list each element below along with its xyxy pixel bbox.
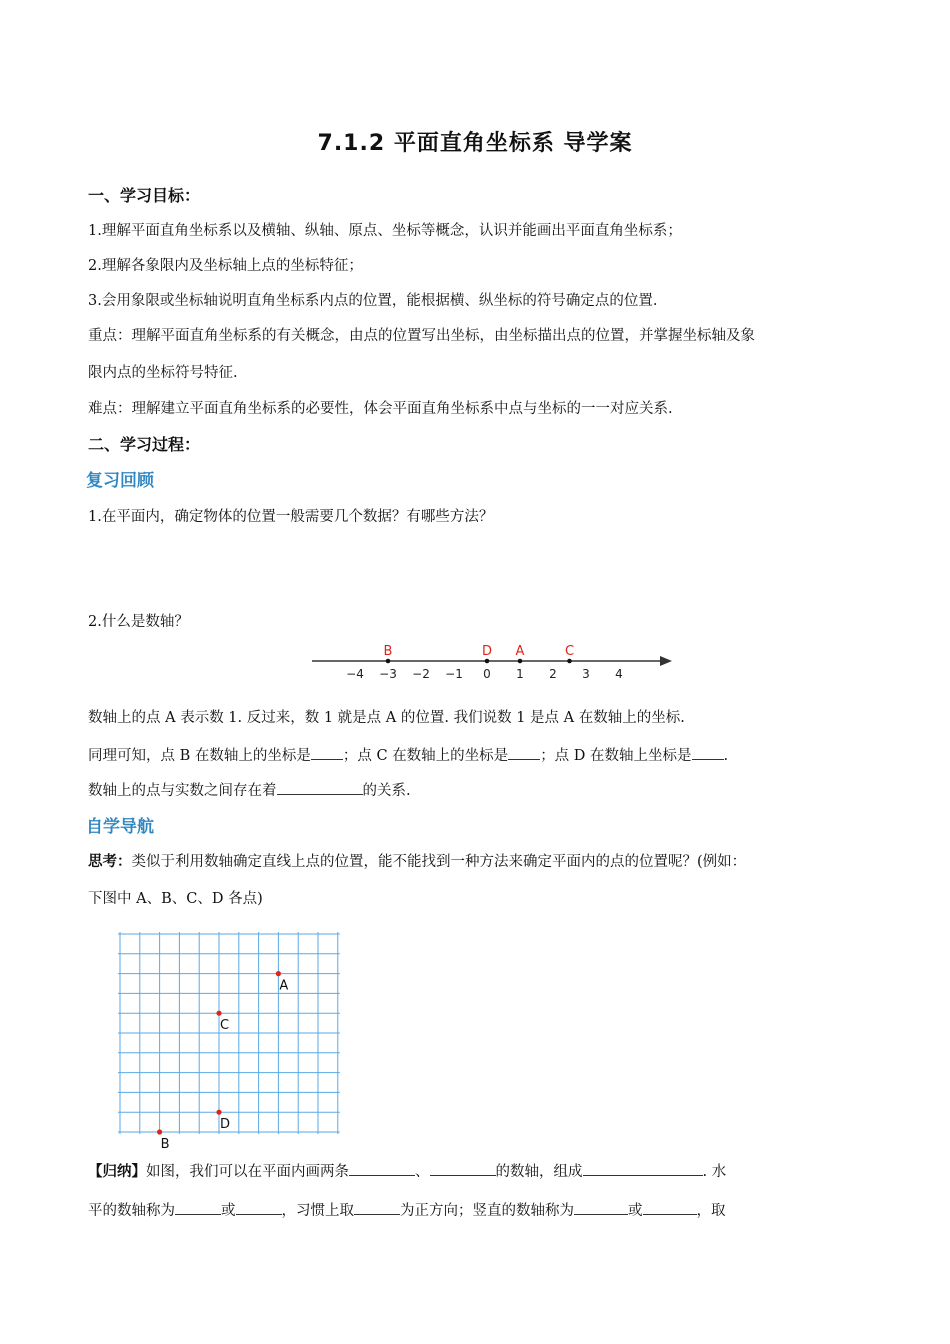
relation-text-a: 数轴上的点与实数之间存在着 — [88, 783, 277, 799]
tick-label: −3 — [379, 667, 397, 681]
relation-fill-line — [88, 779, 411, 800]
summary-label: 【归纳】 — [88, 1164, 146, 1180]
question-1: 1.在平面内，确定物体的位置一般需要几个数据？有哪些方法？ — [88, 509, 494, 525]
summary2-text-c: ，习惯上取 — [281, 1203, 354, 1219]
fill-text-c: ；点 C 在数轴上的坐标是 — [342, 748, 509, 764]
grid-point-label-c: C — [220, 1018, 230, 1034]
summary2-text-b: 或 — [221, 1203, 236, 1219]
summary2-text-e: 或 — [628, 1203, 643, 1219]
blank-summary-7[interactable] — [574, 1200, 628, 1215]
tick-label: 4 — [615, 667, 623, 681]
difficulty-line: 难点：理解建立平面直角坐标系的必要性，体会平面直角坐标系中点与坐标的一一对应关系. — [88, 401, 673, 417]
objective-2: 2.理解各象限内及坐标轴上点的坐标特征； — [88, 258, 363, 274]
blank-summary-6[interactable] — [354, 1200, 400, 1215]
blank-c-coordinate[interactable] — [508, 745, 540, 760]
key-point-line2: 限内点的坐标符号特征. — [88, 365, 238, 381]
tick-label: 0 — [483, 667, 491, 681]
grid-point-d — [216, 1110, 221, 1115]
number-line-fill-line — [88, 744, 728, 765]
number-line-point-c — [567, 659, 572, 664]
objective-3: 3.会用象限或坐标轴说明直角坐标系内点的位置，能根据横、纵坐标的符号确定点的位置. — [88, 293, 658, 309]
blank-relation[interactable] — [277, 780, 363, 795]
summary2-text-d: 为正方向；竖直的数轴称为 — [400, 1203, 574, 1219]
number-line-explanation: 数轴上的点 A 表示数 1. 反过来，数 1 就是点 A 的位置. 我们说数 1 是点 A 在数轴上的坐标. — [88, 710, 685, 726]
question-2: 2.什么是数轴？ — [88, 614, 189, 630]
point-label-c: C — [564, 644, 575, 659]
tick-label: −1 — [445, 667, 463, 681]
number-line-point-b — [386, 659, 391, 664]
blank-summary-4[interactable] — [175, 1200, 221, 1215]
blank-summary-8[interactable] — [643, 1200, 697, 1215]
number-line-point-a — [518, 659, 523, 664]
grid-point-a — [276, 971, 281, 976]
summary-line1 — [88, 1160, 726, 1181]
tick-label: −4 — [346, 667, 364, 681]
tick-label: 2 — [549, 667, 557, 681]
think-line1 — [88, 850, 746, 871]
blank-summary-2[interactable] — [430, 1161, 496, 1176]
point-label-d: D — [481, 644, 493, 659]
summary-text-d: . 水 — [702, 1164, 727, 1180]
fill-text-end: . — [723, 748, 729, 764]
point-label-a: A — [515, 644, 525, 659]
summary-text-b: 、 — [415, 1164, 430, 1180]
number-line-point-d — [485, 659, 490, 664]
tick-label: −2 — [412, 667, 430, 681]
coordinate-grid — [110, 924, 350, 1152]
fill-text-d: ；点 D 在数轴上坐标是 — [540, 748, 692, 764]
blank-summary-3[interactable] — [583, 1161, 703, 1176]
relation-text-b: 的关系. — [362, 783, 411, 799]
fill-text-b: 同理可知，点 B 在数轴上的坐标是 — [88, 748, 311, 764]
blank-b-coordinate[interactable] — [311, 745, 343, 760]
summary2-text-f: ，取 — [696, 1203, 726, 1219]
review-label: 复习回顾 — [86, 471, 154, 491]
number-line — [300, 636, 690, 686]
self-study-label: 自学导航 — [86, 817, 154, 837]
blank-summary-1[interactable] — [349, 1161, 415, 1176]
section-heading-objectives: 一、学习目标： — [88, 186, 201, 205]
think-line2: 下图中 A、B、C、D 各点) — [88, 891, 263, 907]
summary-text-c: 的数轴，组成 — [495, 1164, 583, 1180]
grid-point-label-b: B — [160, 1137, 170, 1152]
key-point-line1: 重点：理解平面直角坐标系的有关概念，由点的位置写出坐标，由坐标描出点的位置，并掌握坐标轴及象 — [88, 328, 755, 344]
grid-point-label-d: D — [220, 1117, 231, 1133]
think-text1: 类似于利用数轴确定直线上点的位置，能不能找到一种方法来确定平面内的点的位置呢？(例如： — [131, 854, 747, 870]
summary2-text-a: 平的数轴称为 — [88, 1203, 175, 1219]
summary-text-a: 如图，我们可以在平面内画两条 — [146, 1164, 349, 1180]
blank-d-coordinate[interactable] — [692, 745, 724, 760]
objective-1: 1.理解平面直角坐标系以及横轴、纵轴、原点、坐标等概念，认识并能画出平面直角坐标系； — [88, 223, 682, 239]
summary-line2 — [88, 1199, 726, 1220]
grid-point-label-a: A — [279, 978, 289, 994]
tick-label: 3 — [582, 667, 590, 681]
think-label: 思考： — [88, 854, 132, 870]
point-label-b: B — [383, 644, 393, 659]
grid-point-c — [216, 1011, 221, 1016]
section-heading-process: 二、学习过程： — [88, 435, 201, 454]
blank-summary-5[interactable] — [236, 1200, 282, 1215]
page-title: 7.1.2 平面直角坐标系 导学案 — [317, 131, 633, 156]
number-line-arrow-icon — [660, 656, 672, 666]
grid-point-b — [157, 1129, 162, 1134]
tick-label: 1 — [516, 667, 524, 681]
